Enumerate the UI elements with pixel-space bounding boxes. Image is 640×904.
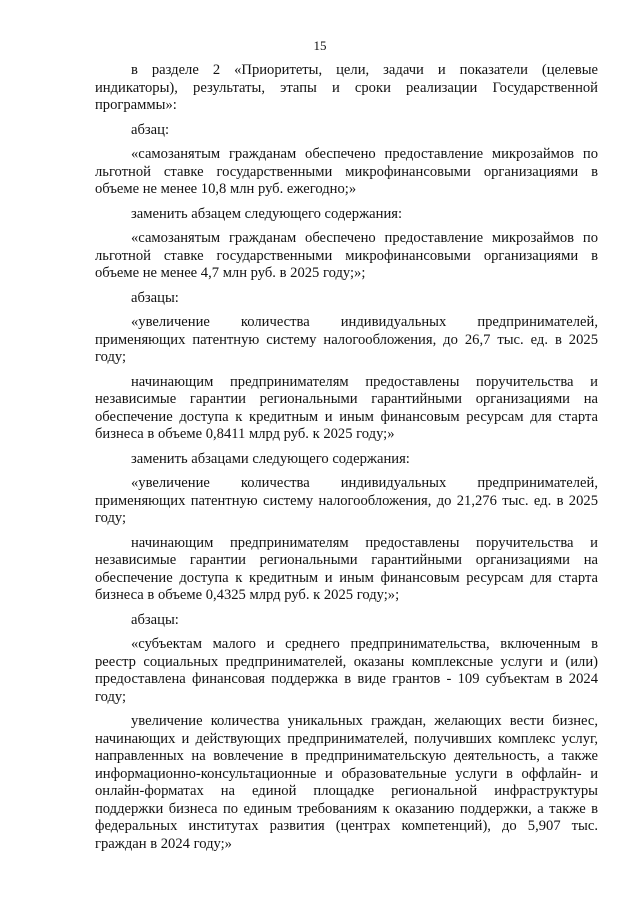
paragraph-new-patent: «увеличение количества индивидуальных предпринимателей, применяющих патентную систему налогообложения, до 21,276 тыс. ед. в 2025 году;	[95, 475, 598, 526]
paragraph-abzac-1: абзац:	[131, 121, 170, 138]
paragraph-abzacy-1: абзацы:	[131, 289, 179, 306]
paragraph-old-microloans: «самозанятым гражданам обеспечено предоставление микрозаймов по льготной ставке государственными микрофинансовыми организациями в объеме не менее 10,8 млн руб. ежегодно;»	[95, 146, 598, 197]
paragraph-social-entrepreneurs: «субъектам малого и среднего предпринимательства, включенным в реестр социальных предпринимателей, оказаны комплексные услуги и (или) предоставлена финансовая поддержка в виде грантов - 109 субъектам в 2024 году;	[95, 636, 598, 705]
paragraph-old-patent: «увеличение количества индивидуальных предпринимателей, применяющих патентную систему налогообложения, до 26,7 тыс. ед. в 2025 году;	[95, 314, 598, 365]
paragraph-old-guarantees: начинающим предпринимателям предоставлены поручительства и независимые гарантии региональными гарантийными организациями на обеспечение доступа к кредитным и иным финансовым ресурсам для старта бизнеса в объеме 0,8411 млрд руб. к 2025 году;»	[95, 373, 598, 442]
paragraph-new-guarantees: начинающим предпринимателям предоставлены поручительства и независимые гарантии региональными гарантийными организациями на обеспечение доступа к кредитным и иным финансовым ресурсам для старта бизнеса в объеме 0,4325 млрд руб. к 2025 году;»;	[95, 534, 598, 603]
document-body	[95, 62, 598, 860]
paragraph-unique-citizens: увеличение количества уникальных граждан, желающих вести бизнес, начинающих и действующих предпринимателей, получивших комплекс услуг, направленных на вовлечение в предпринимательскую деятельность, а также информационно-консультационные и образовательные услуги в оффлайн- и онлайн-форматах на единой площадке региональной инфраструктуры поддержки бизнеса по единым требованиям к оказанию поддержки, а также в федеральных институтах развития (центрах компетенций), до 5,907 тыс. граждан в 2024 году;»	[95, 713, 598, 852]
paragraph-section-2-intro: в разделе 2 «Приоритеты, цели, задачи и показатели (целевые индикаторы), результаты, этапы и сроки реализации Государственной программы»:	[95, 62, 598, 113]
page-number: 15	[313, 38, 327, 53]
paragraph-new-microloans: «самозанятым гражданам обеспечено предоставление микрозаймов по льготной ставке государственными микрофинансовыми организациями в объеме не менее 4,7 млн руб. в 2025 году;»;	[95, 230, 598, 281]
paragraph-replace-abzac: заменить абзацем следующего содержания:	[131, 205, 403, 222]
paragraph-replace-abzacy: заменить абзацами следующего содержания:	[131, 450, 410, 467]
paragraph-abzacy-2: абзацы:	[131, 611, 179, 628]
